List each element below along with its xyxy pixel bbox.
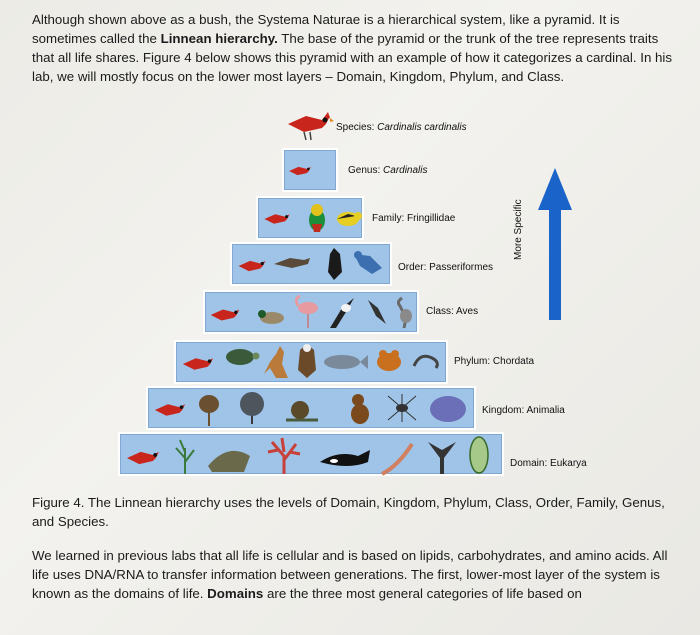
worm-icon [378,440,418,476]
cardinal-order-icon [236,253,268,279]
tier-order [230,242,392,286]
turtle-icon [220,344,260,370]
cardinal-class-icon [208,302,242,328]
label-order: Order: Passeriformes [398,262,494,273]
magpie-icon [326,294,358,330]
snail-icon [282,398,322,424]
label-kingdom: Kingdom: Animalia [482,405,565,416]
tier-genus [282,148,338,192]
intro-text-2: The base of the pyramid or the trunk of the tree represents traits that all life shares. Figure 4 below shows this pyramid with an example of how it categorizes a cardinal. In his lab, we will mostly focus on the lower most layers – Domain, Kingdom, Phylum, and Class. [32,31,673,84]
cardinal-phylum-icon [180,350,216,378]
label-domain: Domain: Eukarya [510,458,587,469]
mushroom-icon [204,442,254,476]
more-specific-label: More Specific [513,199,524,260]
cardinal-genus-icon [287,160,313,182]
diatom-icon [466,434,492,476]
label-family: Family: Fringillidae [372,213,456,224]
horseshoe-crab-icon [196,392,222,428]
orca-icon [318,446,374,472]
cardinal-domain-icon [124,444,162,472]
label-genus: Genus: Cardinalis [348,165,428,176]
outro-bold-term: Domains [207,586,264,601]
lamprey-icon [410,350,444,374]
duck-icon [256,306,286,326]
red-algae-icon [264,436,304,476]
tier-class [203,290,419,334]
fan-coral-icon [232,390,272,426]
label-species: Species: Cardinalis cardinalis [336,122,467,133]
frog-icon [374,346,404,374]
swallow-icon [364,296,390,328]
sparrow-icon [272,252,312,274]
fish-icon [322,352,368,372]
heron-icon [392,296,416,330]
label-class: Class: Aves [426,306,479,317]
tube-sponge-icon [422,436,462,476]
tier-family [256,196,364,240]
finch-icon [304,202,330,236]
kangaroo-icon [262,344,290,382]
intro-bold-term: Linnean hierarchy. [160,31,278,46]
plant-icon [172,438,198,476]
tier-phylum [174,340,448,384]
up-arrow-icon [538,168,572,320]
mosquito-icon [384,390,420,426]
flamingo-icon [292,294,322,330]
anemone-icon [426,392,470,426]
jay-icon [350,246,386,278]
eagle-icon [294,342,320,380]
goldfinch-icon [334,206,364,230]
tier-domain [118,432,504,476]
outro-text-1: We learned in previous labs that all life is cellular and is based on lipids, carbohydrates, and amino acids. All life uses DNA/RNA to transfer information between generations. The first, lower-most layer of the system is known as the domains of life. [32,548,668,601]
domains-paragraph [32,546,680,603]
label-phylum: Phylum: Chordata [454,356,535,367]
cardinal-family-icon [262,207,292,231]
cardinal-species-icon [284,106,334,142]
cardinal-kingdom-icon [152,396,188,424]
tier-kingdom [146,386,476,430]
intro-text-1: Although shown above as a bush, the Systema Naturae is a hierarchical system, like a pyramid. It is sometimes called the [32,12,620,46]
monkey-icon [346,392,376,428]
intro-paragraph [32,10,680,86]
figure-caption: Figure 4. The Linnean hierarchy uses the levels of Domain, Kingdom, Phylum, Class, Order, Family, Genus, and Species. [32,495,665,529]
crow-icon [322,246,346,282]
outro-text-2: are the three most general categories of life based on [263,586,582,601]
